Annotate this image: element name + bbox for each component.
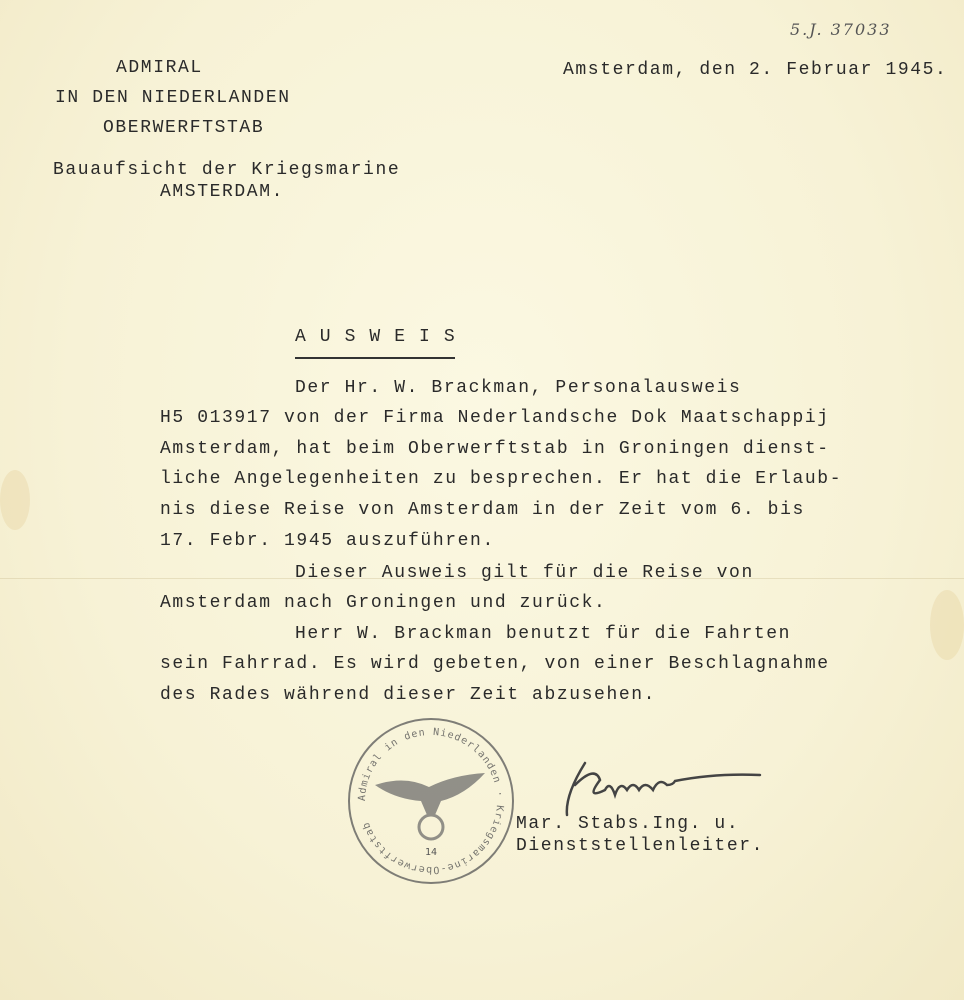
document-title: A U S W E I S — [295, 327, 457, 347]
letterhead-admiral: ADMIRAL — [116, 58, 203, 78]
body-line: 17. Febr. 1945 auszuführen. — [160, 531, 495, 551]
body-line: Dieser Ausweis gilt für die Reise von — [295, 563, 754, 583]
body-line: Amsterdam, hat beim Oberwerftstab in Groningen dienst- — [160, 439, 830, 459]
letterhead-amsterdam: AMSTERDAM. — [160, 182, 285, 202]
body-line: nis diese Reise von Amsterdam in der Zeit vom 6. bis — [160, 500, 805, 520]
body-line: des Rades während dieser Zeit abzusehen. — [160, 685, 657, 705]
stamp-ring-text: Admiral in den Niederlanden · Kriegsmarine-Oberwerftstab — [356, 726, 506, 876]
stain — [0, 470, 30, 530]
eagle-emblem-icon — [375, 773, 485, 839]
title-underline — [295, 357, 455, 359]
signatory-title: Mar. Stabs.Ing. u. — [516, 814, 740, 834]
stain — [930, 590, 964, 660]
body-line: Der Hr. W. Brackman, Personalausweis — [295, 378, 742, 398]
official-stamp — [345, 715, 517, 887]
body-line: sein Fahrrad. Es wird gebeten, von einer Beschlagnahme — [160, 654, 830, 674]
signatory-position: Dienststellenleiter. — [516, 836, 765, 856]
stamp-number: 14 — [425, 847, 438, 858]
body-line: Amsterdam nach Groningen und zurück. — [160, 593, 607, 613]
letterhead-bauaufsicht: Bauaufsicht der Kriegsmarine — [53, 160, 401, 180]
body-line: Herr W. Brackman benutzt für die Fahrten — [295, 624, 792, 644]
archive-number: 5.J. 37033 — [790, 20, 892, 39]
letterhead-niederlanden: IN DEN NIEDERLANDEN — [55, 88, 291, 108]
date-line: Amsterdam, den 2. Februar 1945. — [563, 60, 948, 80]
body-line: H5 013917 von der Firma Nederlandsche Dok Maatschappij — [160, 408, 830, 428]
letterhead-oberwerftstab: OBERWERFTSTAB — [103, 118, 265, 138]
body-line: liche Angelegenheiten zu besprechen. Er hat die Erlaub- — [160, 469, 843, 489]
